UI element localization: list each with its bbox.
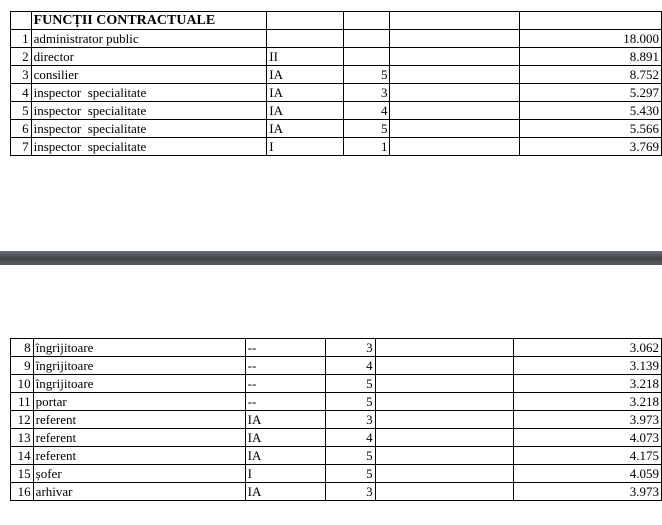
header-salariu-cell <box>519 12 661 30</box>
step: 3 <box>326 339 375 357</box>
table-row <box>11 339 662 357</box>
step: 3 <box>326 483 375 501</box>
salary: 3.973 <box>514 411 662 429</box>
function-name: referent <box>33 447 245 465</box>
grade: IA <box>245 447 326 465</box>
empty-cell <box>375 357 513 375</box>
salary: 8.891 <box>519 48 661 66</box>
step: 4 <box>326 429 375 447</box>
empty-cell <box>390 138 519 156</box>
empty-cell <box>375 447 513 465</box>
empty-cell <box>390 102 519 120</box>
grade: IA <box>245 429 326 447</box>
step: 4 <box>343 102 390 120</box>
grade: -- <box>245 357 326 375</box>
function-name: administrator public <box>31 30 267 48</box>
empty-cell <box>375 393 513 411</box>
function-name: inspector specialitate <box>31 138 267 156</box>
salary: 4.059 <box>514 465 662 483</box>
function-name: inspector specialitate <box>31 102 267 120</box>
empty-cell <box>390 30 519 48</box>
empty-cell <box>390 120 519 138</box>
salary: 3.062 <box>514 339 662 357</box>
table-row <box>11 393 662 411</box>
table-row <box>11 429 662 447</box>
salary: 4.073 <box>514 429 662 447</box>
empty-cell <box>375 411 513 429</box>
table-row <box>11 138 662 156</box>
row-number: 16 <box>11 483 34 501</box>
table-row <box>11 66 662 84</box>
salary-table-bottom-body <box>11 339 662 501</box>
row-number: 14 <box>11 447 34 465</box>
empty-cell <box>375 483 513 501</box>
grade: IA <box>267 102 343 120</box>
function-name: îngrijitoare <box>33 375 245 393</box>
function-name: îngrijitoare <box>33 339 245 357</box>
empty-cell <box>375 339 513 357</box>
salary: 5.430 <box>519 102 661 120</box>
step <box>343 48 390 66</box>
row-number: 6 <box>11 120 32 138</box>
table-row <box>11 84 662 102</box>
section-title: FUNCȚII CONTRACTUALE <box>31 12 267 30</box>
salary: 8.752 <box>519 66 661 84</box>
step: 3 <box>343 84 390 102</box>
header-grad-cell <box>267 12 343 30</box>
step: 5 <box>326 465 375 483</box>
table-row <box>11 483 662 501</box>
step: 1 <box>343 138 390 156</box>
row-number: 7 <box>11 138 32 156</box>
salary: 3.769 <box>519 138 661 156</box>
table-row <box>11 30 662 48</box>
row-number: 11 <box>11 393 34 411</box>
salary: 3.218 <box>514 375 662 393</box>
grade: IA <box>245 411 326 429</box>
table-row <box>11 411 662 429</box>
step <box>343 30 390 48</box>
salary: 4.175 <box>514 447 662 465</box>
grade: I <box>267 138 343 156</box>
row-number: 10 <box>11 375 34 393</box>
grade: -- <box>245 375 326 393</box>
table-row <box>11 102 662 120</box>
row-number: 8 <box>11 339 34 357</box>
table-row <box>11 465 662 483</box>
function-name: consilier <box>31 66 267 84</box>
empty-cell <box>375 375 513 393</box>
grade: I <box>245 465 326 483</box>
empty-cell <box>390 48 519 66</box>
grade: IA <box>267 66 343 84</box>
row-number: 4 <box>11 84 32 102</box>
function-name: șofer <box>33 465 245 483</box>
grade: IA <box>267 84 343 102</box>
function-name: referent <box>33 429 245 447</box>
page-divider <box>0 251 662 265</box>
function-name: director <box>31 48 267 66</box>
salary: 5.566 <box>519 120 661 138</box>
table-row <box>11 375 662 393</box>
salary: 5.297 <box>519 84 661 102</box>
row-number: 1 <box>11 30 32 48</box>
function-name: arhivar <box>33 483 245 501</box>
step: 5 <box>326 393 375 411</box>
grade: IA <box>245 483 326 501</box>
grade: -- <box>245 339 326 357</box>
step: 3 <box>326 411 375 429</box>
table-row <box>11 357 662 375</box>
empty-cell <box>375 465 513 483</box>
header-empty-cell <box>390 12 519 30</box>
row-number: 3 <box>11 66 32 84</box>
row-number: 5 <box>11 102 32 120</box>
row-number: 2 <box>11 48 32 66</box>
grade: IA <box>267 120 343 138</box>
step: 5 <box>343 120 390 138</box>
row-number: 15 <box>11 465 34 483</box>
row-number: 9 <box>11 357 34 375</box>
salary-table-bottom <box>10 338 662 501</box>
salary: 3.218 <box>514 393 662 411</box>
step: 4 <box>326 357 375 375</box>
step: 5 <box>326 375 375 393</box>
salary: 3.973 <box>514 483 662 501</box>
salary-table-top <box>10 11 662 156</box>
salary-table-top-body <box>11 12 662 156</box>
table-row <box>11 447 662 465</box>
header-nr-cell <box>11 12 32 30</box>
row-number: 13 <box>11 429 34 447</box>
function-name: referent <box>33 411 245 429</box>
function-name: portar <box>33 393 245 411</box>
header-row <box>11 12 662 30</box>
table-row <box>11 120 662 138</box>
empty-cell <box>375 429 513 447</box>
empty-cell <box>390 84 519 102</box>
step: 5 <box>343 66 390 84</box>
grade <box>267 30 343 48</box>
function-name: inspector specialitate <box>31 84 267 102</box>
salary: 3.139 <box>514 357 662 375</box>
empty-cell <box>390 66 519 84</box>
step: 5 <box>326 447 375 465</box>
row-number: 12 <box>11 411 34 429</box>
table-row <box>11 48 662 66</box>
function-name: îngrijitoare <box>33 357 245 375</box>
grade: -- <box>245 393 326 411</box>
grade: II <box>267 48 343 66</box>
function-name: inspector specialitate <box>31 120 267 138</box>
header-treapta-cell <box>343 12 390 30</box>
salary: 18.000 <box>519 30 661 48</box>
